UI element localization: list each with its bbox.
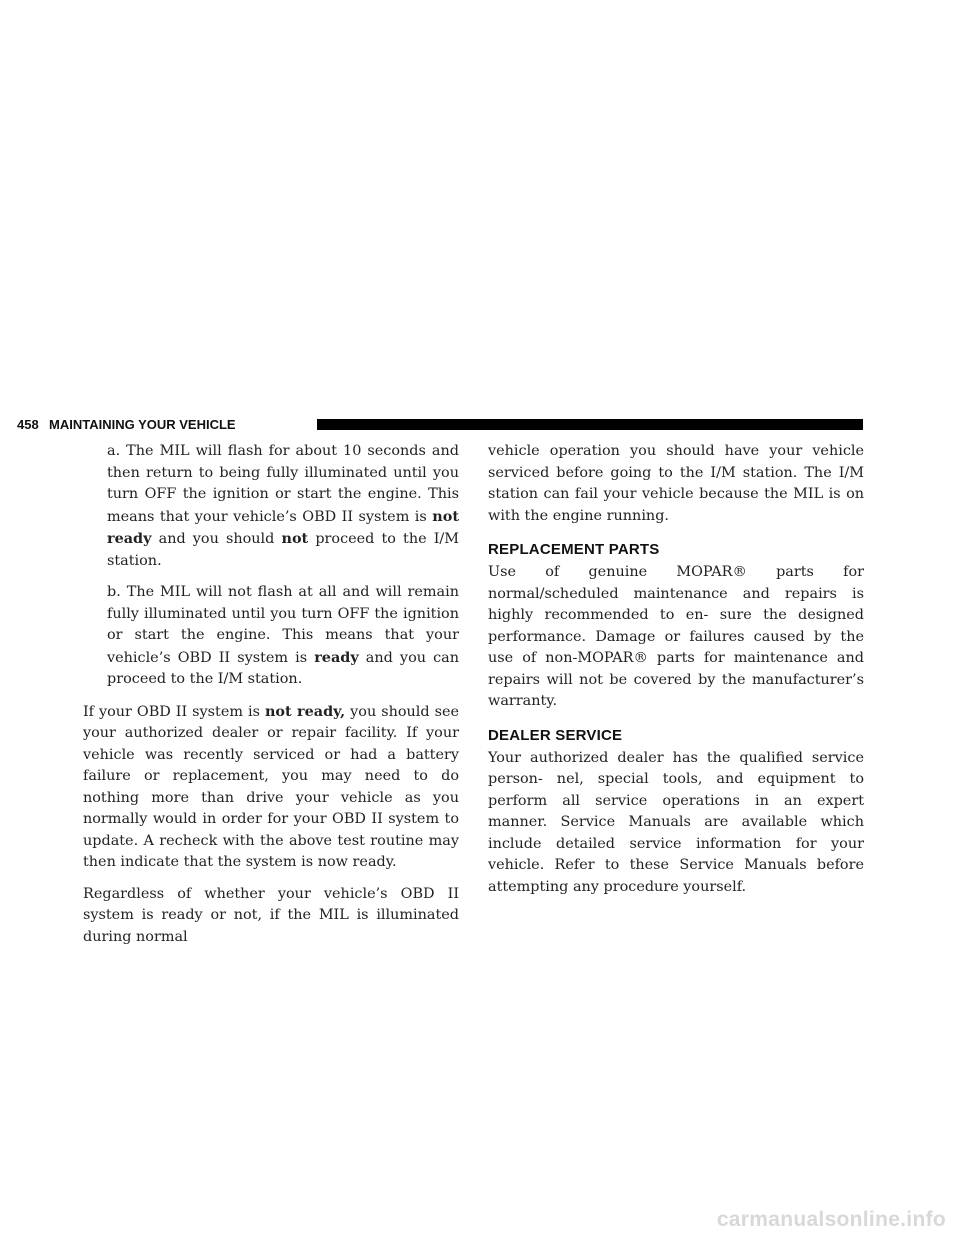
list-item-b: b. The MIL will not flash at all and will remain fully illuminated until you turn OFF the ignition or start the engine. This means that your vehicle’s OBD II system is ready and you can proceed to the I/M station. (107, 584, 459, 687)
left-column (83, 441, 459, 958)
paragraph-dealer-service: Your authorized dealer has the qualified service person- nel, special tools, and equipment to perform all service operations in an expert manner. Service Manuals are available which include detailed service information for your vehicle. Refer to these Service Manuals before attempting any procedure yourself. (488, 749, 864, 895)
paragraph-replacement-parts: Use of genuine MOPAR® parts for normal/scheduled maintenance and repairs is highly recommended to en- sure the designed performance. Damage or failures caused by the use of non-MOPAR® parts for maintenance and repairs will not be covered by the manufacturer’s warranty. (488, 564, 864, 709)
paragraph-not-ready: If your OBD II system is not ready, you should see your authorized dealer or repair facility. If your vehicle was recently serviced or had a battery failure or replacement, you may need to do nothing more than drive your vehicle as you normally would in order for your OBD II system to update. A recheck with the above test routine may then indicate that the system is now ready. (83, 702, 459, 870)
header-rule (317, 419, 863, 430)
heading-dealer-service: DEALER SERVICE (488, 726, 623, 744)
section-title: MAINTAINING YOUR VEHICLE (49, 417, 236, 432)
heading-replacement-parts: REPLACEMENT PARTS (488, 541, 660, 558)
paragraph-regardless: Regardless of whether your vehicle’s OBD II system is ready or not, if the MIL is illuminated during normal (83, 885, 459, 945)
right-column (488, 441, 864, 908)
paragraph-continuation: vehicle operation you should have your vehicle serviced before going to the I/M station. The I/M station can fail your vehicle because the MIL is on with the engine running. (488, 443, 864, 524)
footer-watermark: carmanualsonline.info (716, 1208, 946, 1231)
list-item-a: a. The MIL will flash for about 10 seconds and then return to being fully illuminated until you turn OFF the ignition or start the engine. This means that your vehicle’s OBD II system is not ready and you should not proceed to the I/M station. (107, 443, 459, 569)
page-number: 458 (17, 417, 39, 432)
page-header (17, 414, 863, 436)
